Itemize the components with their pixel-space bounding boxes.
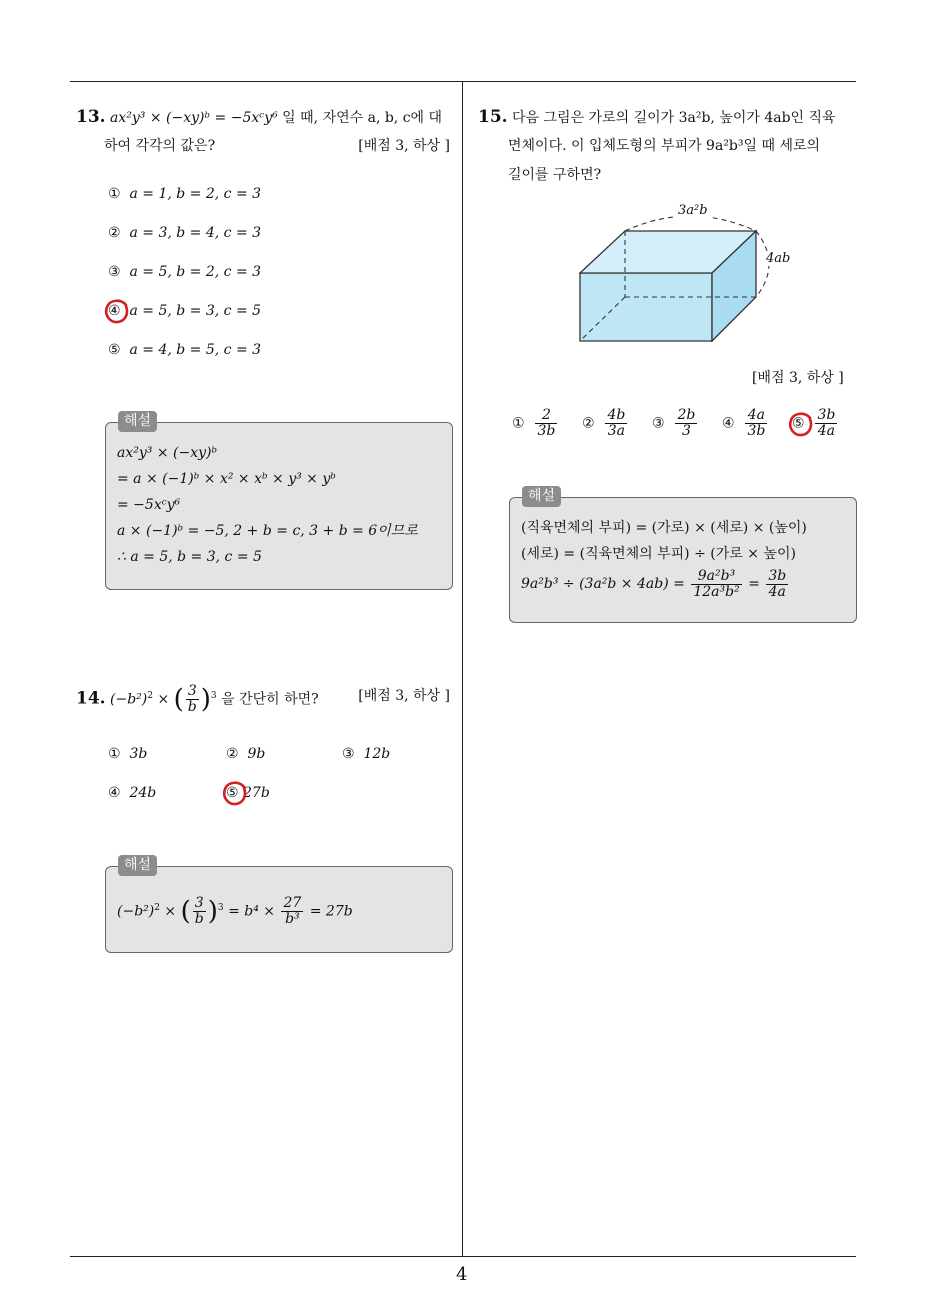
q15-option-4[interactable] <box>722 408 769 439</box>
q14-sol-base: (−b²) <box>117 903 155 920</box>
option-den: 3b <box>747 423 766 439</box>
option-text: a = 5, b = 2, c = 3 <box>129 264 262 280</box>
q15-number: 15. <box>478 107 508 127</box>
q13-text-2: 하여 각각의 값은? <box>104 138 216 154</box>
q13-equation: ax²y³ × (−xy)ᵇ = −5xᶜy⁶ <box>110 110 278 126</box>
option-text: a = 1, b = 2, c = 3 <box>129 186 262 202</box>
q14-option-4[interactable] <box>108 785 156 801</box>
q13-text-1: 일 때, 자연수 a, b, c에 대 <box>282 110 443 126</box>
option-num: 4b <box>607 407 626 423</box>
q15-sol-eq: = <box>748 576 760 592</box>
q15-solution-line-2: (세로) = (직육면체의 부피) ÷ (가로 × 높이) <box>521 546 796 562</box>
q13-option-3[interactable] <box>108 264 261 280</box>
bottom-rule <box>70 1256 856 1257</box>
q13-line1 <box>76 102 442 133</box>
q13-option-2[interactable] <box>108 225 261 241</box>
rectangular-prism-figure <box>570 195 810 350</box>
option-mark: ② <box>226 746 239 762</box>
q15-line2: 면체이다. 이 입체도형의 부피가 9a²b³일 때 세로의 <box>508 138 821 154</box>
q14-number: 14. <box>76 688 106 709</box>
option-num: 2b <box>677 407 696 423</box>
q14-sol-exp2: 3 <box>217 903 224 913</box>
option-fraction <box>605 408 627 439</box>
option-text: 24b <box>129 785 157 801</box>
q13-solution-line-2: = a × (−1)ᵇ × x² × xᵇ × y³ × yᵇ <box>117 471 336 487</box>
option-mark: ④ <box>108 303 121 319</box>
option-text: a = 4, b = 5, c = 3 <box>129 342 262 358</box>
q13-option-5[interactable] <box>108 342 261 358</box>
q14-sol-eq2: = 27b <box>309 903 353 920</box>
q14-sol-frac-num: 3 <box>193 896 206 912</box>
q14-sol-exp1: 2 <box>154 903 160 913</box>
q14-sol-times: × <box>164 903 177 920</box>
option-mark: ① <box>108 186 121 202</box>
q13-option-1[interactable] <box>108 186 261 202</box>
q14-solution-line: $(-b^2)^2$ × ( $\frac{3}{b}$ )$^3$ = b⁴ × $\frac{27}{\text{b³}}$ = 27b <box>117 895 353 928</box>
q14-times: × <box>157 691 170 708</box>
option-text: 12b <box>363 746 391 762</box>
q15-solution-line-1: (직육면체의 부피) = (가로) × (세로) × (높이) <box>521 520 807 536</box>
q13-solution-line-5: ∴ a = 5, b = 3, c = 5 <box>117 549 262 565</box>
q15-option-3[interactable] <box>652 408 699 439</box>
q15-points: [배점 3, 하상 ] <box>752 370 844 386</box>
q15-sol-frac1-den: 12a³b² <box>693 583 740 600</box>
q14-option-2[interactable] <box>226 746 265 762</box>
q13-solution-line-1: ax²y³ × (−xy)ᵇ <box>117 445 218 461</box>
q14-expr-base: (−b²) <box>110 691 148 708</box>
figure-label-height: 4ab <box>766 251 791 266</box>
option-mark: ① <box>108 746 121 762</box>
q14-sol-frac-den: b <box>194 911 204 928</box>
q13-solution-tag: 해설 <box>118 411 157 432</box>
option-den: 3a <box>607 423 626 439</box>
option-text: a = 3, b = 4, c = 3 <box>129 225 262 241</box>
option-mark: ③ <box>342 746 355 762</box>
q14-line: 14. $(-b^2)^2$ × ( $\frac{3}{b}$ )$^3$ 을 간단히 하면? [배점 3, 하상 ] <box>76 676 450 720</box>
prism-front-face <box>580 273 712 341</box>
option-mark: ③ <box>652 415 665 432</box>
q15-solution-tag: 해설 <box>522 486 561 507</box>
q14-option-1[interactable] <box>108 746 147 762</box>
option-fraction <box>745 408 767 439</box>
option-fraction <box>815 408 837 439</box>
option-fraction <box>675 408 697 439</box>
column-divider <box>462 81 463 1257</box>
q14-solution-tag: 해설 <box>118 855 157 876</box>
option-mark: ⑤ <box>226 785 239 801</box>
option-den: 3 <box>681 423 691 439</box>
q15-line1 <box>478 102 836 133</box>
page-number: 4 <box>456 1264 468 1285</box>
q15-answer-circle-icon <box>786 410 816 440</box>
q14-text: 을 간단히 하면? <box>221 691 319 708</box>
q15-sol-lhs: 9a²b³ ÷ (3a²b × 4ab) = <box>521 576 685 592</box>
q13-solution-line-3: = −5xᶜy⁶ <box>117 497 181 513</box>
option-mark: ⑤ <box>792 415 805 432</box>
option-fraction <box>535 408 557 439</box>
option-den: 4a <box>817 423 836 439</box>
q15-sol-frac2-den: 4a <box>768 583 786 600</box>
option-num: 3b <box>817 407 836 423</box>
q13-number: 13. <box>76 107 106 127</box>
width-arc <box>625 216 756 231</box>
q14-sol-eq1: = b⁴ × <box>228 903 276 920</box>
option-num: 2 <box>535 408 557 424</box>
q14-expr-exp2: 3 <box>210 691 217 701</box>
q13-line2 <box>104 131 450 161</box>
option-mark: ① <box>512 415 525 432</box>
q14-sol-frac2-num: 27 <box>283 895 302 912</box>
q14-frac-den: b <box>187 699 197 716</box>
option-mark: ④ <box>108 785 121 801</box>
q14-fraction <box>186 684 199 715</box>
option-num: 4a <box>745 408 767 424</box>
option-mark: ③ <box>108 264 121 280</box>
q14-frac-num: 3 <box>186 684 199 700</box>
option-text: a = 5, b = 3, c = 5 <box>129 303 262 319</box>
q15-line3: 길이를 구하면? <box>508 167 602 183</box>
figure-label-width: 3a²b <box>678 203 708 218</box>
q14-expr-exp1: 2 <box>147 691 153 701</box>
option-mark: ⑤ <box>108 342 121 358</box>
q15-option-2[interactable] <box>582 408 629 439</box>
q15-solution-line-3 <box>521 566 790 602</box>
q14-sol-fraction <box>193 896 206 927</box>
q14-points: [배점 3, 하상 ] <box>358 688 450 704</box>
option-den: 3b <box>537 423 556 439</box>
q14-sol-frac2-den: b³ <box>285 911 300 928</box>
q13-points: [배점 3, 하상 ] <box>358 138 450 154</box>
q14-option-3[interactable] <box>342 746 390 762</box>
q13-answer-circle-icon <box>102 297 132 327</box>
option-mark: ② <box>582 415 595 432</box>
q14-answer-circle-icon <box>220 779 250 809</box>
q15-sol-frac1-num: 9a²b³ <box>691 569 741 585</box>
option-text: 3b <box>129 746 148 762</box>
option-mark: ④ <box>722 415 735 432</box>
q14-sol-fraction-2 <box>281 896 303 927</box>
option-text: 9b <box>247 746 266 762</box>
q15-sol-fraction-2 <box>766 569 788 600</box>
q15-sol-fraction-1 <box>691 569 741 600</box>
option-text: 27b <box>243 785 270 801</box>
q15-option-1[interactable] <box>512 408 559 439</box>
q15-text-1: 다음 그림은 가로의 길이가 3a²b, 높이가 4ab인 직육 <box>512 110 836 126</box>
q13-solution-line-4: a × (−1)ᵇ = −5, 2 + b = c, 3 + b = 6이므로 <box>117 523 418 539</box>
option-mark: ② <box>108 225 121 241</box>
q15-sol-frac2-num: 3b <box>768 567 787 584</box>
